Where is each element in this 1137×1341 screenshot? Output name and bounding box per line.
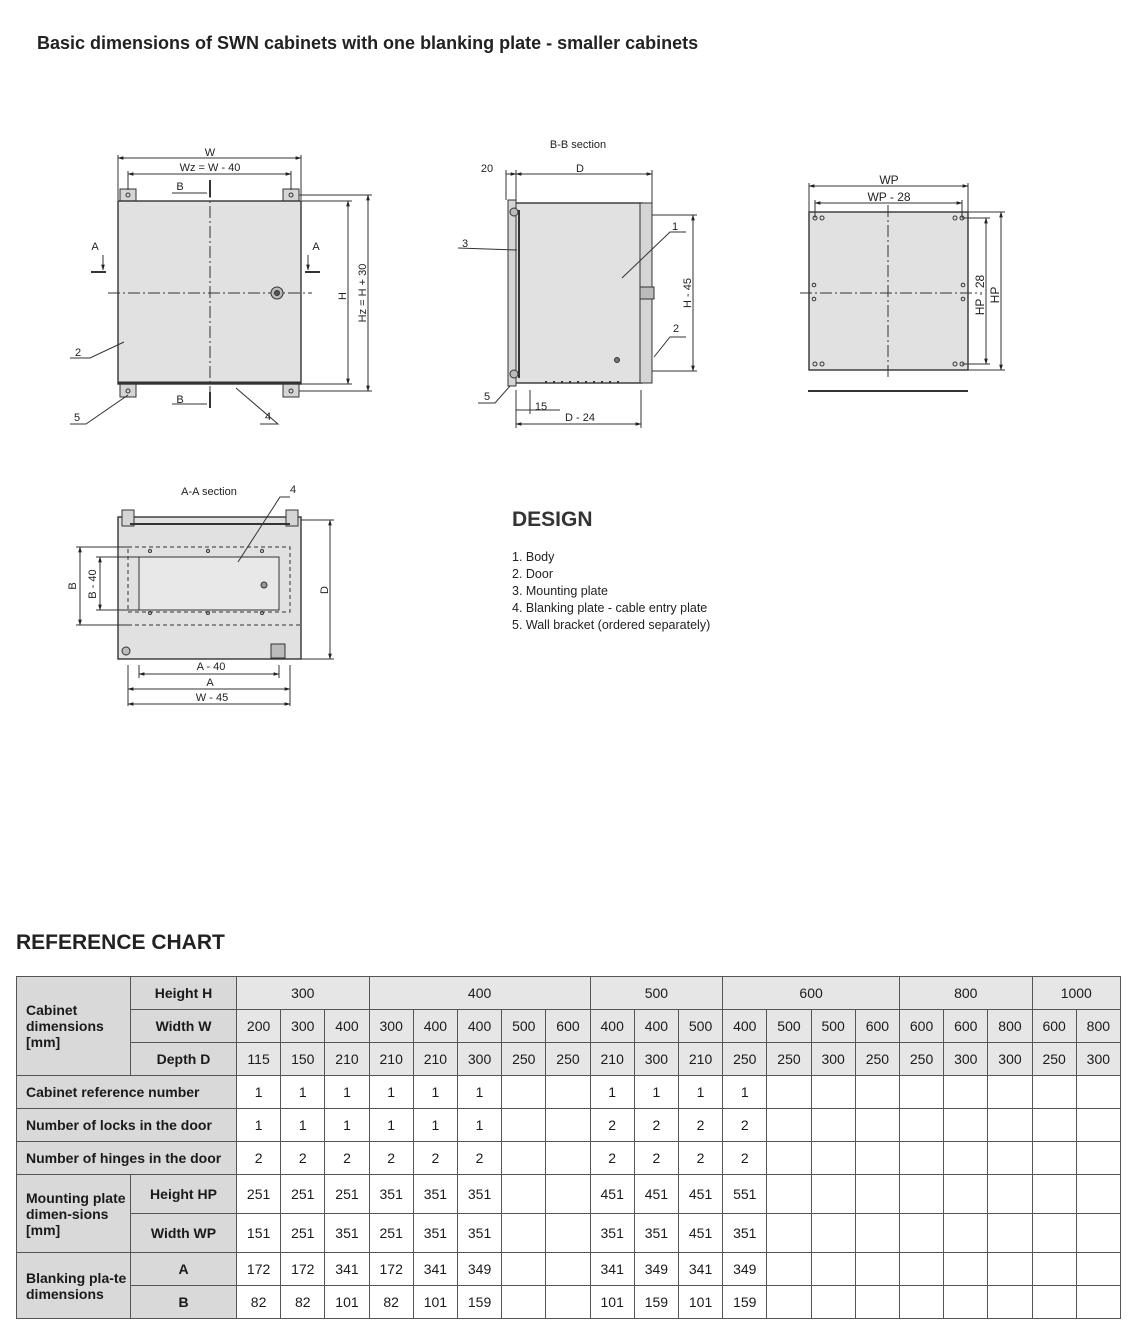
width-cell: 800 bbox=[988, 1010, 1032, 1043]
value-cell: 101 bbox=[590, 1286, 634, 1319]
value-cell bbox=[855, 1076, 899, 1109]
label-5: 5 bbox=[73, 412, 81, 424]
value-cell: 2 bbox=[457, 1142, 501, 1175]
value-cell bbox=[502, 1214, 546, 1253]
value-cell bbox=[502, 1109, 546, 1142]
value-cell: 351 bbox=[457, 1214, 501, 1253]
label-w45: W - 45 bbox=[195, 692, 229, 704]
value-cell bbox=[811, 1142, 855, 1175]
value-cell: 2 bbox=[281, 1142, 325, 1175]
label-wp28: WP - 28 bbox=[867, 190, 911, 204]
value-cell bbox=[899, 1109, 943, 1142]
table-row bbox=[17, 1142, 1121, 1175]
value-cell: 1 bbox=[369, 1076, 413, 1109]
width-cell: 400 bbox=[723, 1010, 767, 1043]
value-cell: 351 bbox=[413, 1175, 457, 1214]
row-label: Number of locks in the door bbox=[17, 1109, 237, 1142]
table-row bbox=[17, 1286, 1121, 1319]
mounting-sub-label: Width WP bbox=[131, 1214, 237, 1253]
design-item: 1. Body bbox=[512, 550, 555, 564]
value-cell bbox=[899, 1175, 943, 1214]
value-cell bbox=[546, 1142, 590, 1175]
value-cell bbox=[502, 1142, 546, 1175]
blanking-plate-label: Blanking pla-te dimensions bbox=[17, 1253, 131, 1319]
value-cell: 1 bbox=[413, 1109, 457, 1142]
value-cell: 1 bbox=[634, 1076, 678, 1109]
value-cell bbox=[1032, 1253, 1076, 1286]
label-h45: H - 45 bbox=[682, 278, 694, 308]
value-cell bbox=[767, 1286, 811, 1319]
depth-cell: 250 bbox=[723, 1043, 767, 1076]
width-cell: 800 bbox=[1076, 1010, 1120, 1043]
value-cell: 1 bbox=[457, 1076, 501, 1109]
depth-cell: 300 bbox=[1076, 1043, 1120, 1076]
value-cell bbox=[502, 1286, 546, 1319]
value-cell: 2 bbox=[413, 1142, 457, 1175]
width-cell: 200 bbox=[237, 1010, 281, 1043]
depth-cell: 250 bbox=[546, 1043, 590, 1076]
value-cell bbox=[855, 1253, 899, 1286]
label-w: W bbox=[204, 147, 216, 159]
value-cell: 351 bbox=[369, 1175, 413, 1214]
value-cell: 151 bbox=[237, 1214, 281, 1253]
value-cell bbox=[1076, 1175, 1120, 1214]
width-cell: 500 bbox=[502, 1010, 546, 1043]
table-row bbox=[17, 1214, 1121, 1253]
value-cell bbox=[767, 1253, 811, 1286]
page-title: Basic dimensions of SWN cabinets with one blanking plate - smaller cabinets bbox=[37, 33, 699, 53]
value-cell bbox=[1076, 1214, 1120, 1253]
value-cell: 351 bbox=[723, 1214, 767, 1253]
value-cell bbox=[988, 1175, 1032, 1214]
value-cell: 251 bbox=[281, 1214, 325, 1253]
value-cell: 251 bbox=[369, 1214, 413, 1253]
value-cell bbox=[767, 1142, 811, 1175]
height-group: 600 bbox=[723, 977, 900, 1010]
value-cell: 349 bbox=[457, 1253, 501, 1286]
width-cell: 400 bbox=[413, 1010, 457, 1043]
value-cell bbox=[1076, 1109, 1120, 1142]
value-cell bbox=[767, 1109, 811, 1142]
value-cell: 82 bbox=[281, 1286, 325, 1319]
value-cell bbox=[1032, 1175, 1076, 1214]
depth-cell: 250 bbox=[899, 1043, 943, 1076]
value-cell bbox=[502, 1175, 546, 1214]
label-h: H bbox=[337, 292, 349, 300]
front-view bbox=[70, 155, 372, 424]
value-cell bbox=[944, 1142, 988, 1175]
reference-chart-table bbox=[16, 976, 1121, 1319]
height-group: 800 bbox=[899, 977, 1032, 1010]
value-cell: 2 bbox=[723, 1109, 767, 1142]
value-cell bbox=[899, 1214, 943, 1253]
depth-cell: 300 bbox=[811, 1043, 855, 1076]
depth-cell: 115 bbox=[237, 1043, 281, 1076]
depth-cell: 300 bbox=[944, 1043, 988, 1076]
label-1: 1 bbox=[671, 221, 679, 233]
label-b-bottom: B bbox=[176, 394, 184, 406]
value-cell: 251 bbox=[281, 1175, 325, 1214]
label-a-right: A bbox=[312, 241, 320, 253]
bb-section-title: B-B section bbox=[549, 139, 607, 151]
value-cell: 551 bbox=[723, 1175, 767, 1214]
value-cell: 172 bbox=[369, 1253, 413, 1286]
width-cell: 400 bbox=[634, 1010, 678, 1043]
value-cell: 2 bbox=[325, 1142, 369, 1175]
value-cell: 1 bbox=[281, 1109, 325, 1142]
value-cell bbox=[811, 1175, 855, 1214]
value-cell bbox=[944, 1175, 988, 1214]
value-cell: 351 bbox=[413, 1214, 457, 1253]
depth-cell: 250 bbox=[502, 1043, 546, 1076]
value-cell bbox=[988, 1214, 1032, 1253]
depth-cell: 210 bbox=[413, 1043, 457, 1076]
value-cell bbox=[767, 1214, 811, 1253]
value-cell bbox=[1032, 1142, 1076, 1175]
table-row bbox=[17, 1175, 1121, 1214]
table-row bbox=[17, 977, 1121, 1010]
height-group: 1000 bbox=[1032, 977, 1120, 1010]
table-row bbox=[17, 1043, 1121, 1076]
depth-cell: 210 bbox=[678, 1043, 722, 1076]
depth-label: Depth D bbox=[131, 1043, 237, 1076]
value-cell: 351 bbox=[457, 1175, 501, 1214]
width-cell: 600 bbox=[546, 1010, 590, 1043]
label-wp: WP bbox=[879, 173, 899, 187]
depth-cell: 250 bbox=[767, 1043, 811, 1076]
value-cell: 1 bbox=[678, 1076, 722, 1109]
height-group: 500 bbox=[590, 977, 723, 1010]
value-cell: 2 bbox=[634, 1109, 678, 1142]
design-list bbox=[512, 549, 710, 634]
value-cell: 1 bbox=[325, 1076, 369, 1109]
value-cell: 2 bbox=[678, 1109, 722, 1142]
design-item: 3. Mounting plate bbox=[512, 584, 608, 598]
table-row bbox=[17, 1253, 1121, 1286]
value-cell bbox=[988, 1253, 1032, 1286]
value-cell bbox=[944, 1076, 988, 1109]
value-cell bbox=[546, 1175, 590, 1214]
value-cell bbox=[899, 1286, 943, 1319]
height-group: 400 bbox=[369, 977, 590, 1010]
value-cell: 1 bbox=[325, 1109, 369, 1142]
height-group: 300 bbox=[237, 977, 370, 1010]
label-b-aa: B bbox=[67, 582, 79, 590]
design-item: 5. Wall bracket (ordered separately) bbox=[512, 618, 711, 632]
table-row bbox=[17, 1109, 1121, 1142]
depth-cell: 210 bbox=[369, 1043, 413, 1076]
label-d24: D - 24 bbox=[565, 412, 595, 424]
value-cell: 349 bbox=[634, 1253, 678, 1286]
value-cell bbox=[855, 1109, 899, 1142]
value-cell: 159 bbox=[634, 1286, 678, 1319]
value-cell: 351 bbox=[590, 1214, 634, 1253]
value-cell: 101 bbox=[325, 1286, 369, 1319]
width-label: Width W bbox=[131, 1010, 237, 1043]
value-cell: 1 bbox=[369, 1109, 413, 1142]
depth-cell: 210 bbox=[590, 1043, 634, 1076]
value-cell: 251 bbox=[325, 1175, 369, 1214]
label-d-aa: D bbox=[319, 586, 331, 594]
value-cell: 2 bbox=[369, 1142, 413, 1175]
value-cell bbox=[502, 1076, 546, 1109]
value-cell bbox=[502, 1253, 546, 1286]
value-cell bbox=[811, 1076, 855, 1109]
value-cell: 451 bbox=[634, 1175, 678, 1214]
depth-cell: 210 bbox=[325, 1043, 369, 1076]
label-a: A bbox=[206, 677, 214, 689]
value-cell: 2 bbox=[590, 1109, 634, 1142]
value-cell: 451 bbox=[590, 1175, 634, 1214]
value-cell bbox=[1032, 1214, 1076, 1253]
depth-cell: 150 bbox=[281, 1043, 325, 1076]
label-4-aa: 4 bbox=[289, 484, 297, 496]
width-cell: 600 bbox=[855, 1010, 899, 1043]
value-cell bbox=[944, 1109, 988, 1142]
label-a-left: A bbox=[91, 241, 99, 253]
depth-cell: 300 bbox=[988, 1043, 1032, 1076]
value-cell: 101 bbox=[413, 1286, 457, 1319]
value-cell: 159 bbox=[457, 1286, 501, 1319]
value-cell: 351 bbox=[325, 1214, 369, 1253]
value-cell bbox=[944, 1253, 988, 1286]
width-cell: 600 bbox=[944, 1010, 988, 1043]
value-cell bbox=[899, 1076, 943, 1109]
label-4: 4 bbox=[264, 411, 272, 423]
blanking-sub-label: A bbox=[131, 1253, 237, 1286]
value-cell bbox=[1076, 1286, 1120, 1319]
value-cell bbox=[767, 1076, 811, 1109]
width-cell: 400 bbox=[457, 1010, 501, 1043]
reference-chart-heading: REFERENCE CHART bbox=[16, 931, 225, 954]
value-cell: 101 bbox=[678, 1286, 722, 1319]
height-label: Height H bbox=[131, 977, 237, 1010]
value-cell bbox=[855, 1214, 899, 1253]
width-cell: 400 bbox=[590, 1010, 634, 1043]
value-cell bbox=[855, 1286, 899, 1319]
width-cell: 500 bbox=[811, 1010, 855, 1043]
label-15: 15 bbox=[534, 401, 548, 413]
value-cell bbox=[1076, 1076, 1120, 1109]
value-cell: 1 bbox=[237, 1076, 281, 1109]
value-cell: 341 bbox=[413, 1253, 457, 1286]
value-cell bbox=[546, 1253, 590, 1286]
value-cell bbox=[1032, 1286, 1076, 1319]
mounting-plate-label: Mounting plate dimen-sions [mm] bbox=[17, 1175, 131, 1253]
design-heading: DESIGN bbox=[512, 508, 593, 531]
value-cell bbox=[855, 1175, 899, 1214]
width-cell: 600 bbox=[1032, 1010, 1076, 1043]
value-cell: 82 bbox=[237, 1286, 281, 1319]
value-cell bbox=[855, 1142, 899, 1175]
label-hp: HP bbox=[988, 286, 1002, 304]
value-cell bbox=[988, 1142, 1032, 1175]
value-cell: 1 bbox=[413, 1076, 457, 1109]
value-cell bbox=[811, 1214, 855, 1253]
label-2: 2 bbox=[74, 347, 82, 359]
value-cell bbox=[899, 1253, 943, 1286]
label-2-bb: 2 bbox=[672, 323, 680, 335]
value-cell bbox=[546, 1286, 590, 1319]
value-cell: 1 bbox=[457, 1109, 501, 1142]
value-cell bbox=[546, 1214, 590, 1253]
label-20: 20 bbox=[480, 163, 494, 175]
value-cell bbox=[944, 1286, 988, 1319]
value-cell: 1 bbox=[281, 1076, 325, 1109]
value-cell: 341 bbox=[590, 1253, 634, 1286]
width-cell: 300 bbox=[369, 1010, 413, 1043]
table-row bbox=[17, 1010, 1121, 1043]
value-cell: 341 bbox=[678, 1253, 722, 1286]
label-b-top: B bbox=[176, 181, 184, 193]
blanking-sub-label: B bbox=[131, 1286, 237, 1319]
label-hz: Hz = H + 30 bbox=[357, 263, 369, 323]
depth-cell: 250 bbox=[1032, 1043, 1076, 1076]
value-cell bbox=[988, 1109, 1032, 1142]
label-b40: B - 40 bbox=[87, 569, 99, 599]
value-cell bbox=[899, 1142, 943, 1175]
value-cell: 2 bbox=[590, 1142, 634, 1175]
depth-cell: 300 bbox=[634, 1043, 678, 1076]
width-cell: 300 bbox=[281, 1010, 325, 1043]
value-cell: 2 bbox=[634, 1142, 678, 1175]
value-cell: 251 bbox=[237, 1175, 281, 1214]
value-cell: 172 bbox=[281, 1253, 325, 1286]
value-cell: 159 bbox=[723, 1286, 767, 1319]
width-cell: 500 bbox=[767, 1010, 811, 1043]
label-wz: Wz = W - 40 bbox=[179, 162, 241, 174]
value-cell bbox=[767, 1175, 811, 1214]
value-cell bbox=[1032, 1076, 1076, 1109]
value-cell: 1 bbox=[590, 1076, 634, 1109]
depth-cell: 250 bbox=[855, 1043, 899, 1076]
value-cell bbox=[1076, 1142, 1120, 1175]
value-cell: 1 bbox=[723, 1076, 767, 1109]
width-cell: 500 bbox=[678, 1010, 722, 1043]
aa-section-view bbox=[76, 497, 334, 706]
value-cell bbox=[1032, 1109, 1076, 1142]
value-cell bbox=[988, 1076, 1032, 1109]
value-cell bbox=[1076, 1253, 1120, 1286]
row-label: Number of hinges in the door bbox=[17, 1142, 237, 1175]
value-cell bbox=[988, 1286, 1032, 1319]
value-cell: 2 bbox=[237, 1142, 281, 1175]
bb-section-view bbox=[458, 170, 697, 428]
table-row bbox=[17, 1076, 1121, 1109]
label-hp28: HP - 28 bbox=[973, 274, 987, 316]
value-cell: 341 bbox=[325, 1253, 369, 1286]
value-cell: 1 bbox=[237, 1109, 281, 1142]
label-a40: A - 40 bbox=[196, 661, 226, 673]
value-cell bbox=[811, 1286, 855, 1319]
value-cell bbox=[811, 1253, 855, 1286]
label-d: D bbox=[576, 163, 584, 175]
value-cell bbox=[546, 1076, 590, 1109]
mounting-sub-label: Height HP bbox=[131, 1175, 237, 1214]
row-label: Cabinet reference number bbox=[17, 1076, 237, 1109]
width-cell: 600 bbox=[899, 1010, 943, 1043]
value-cell bbox=[546, 1109, 590, 1142]
value-cell: 172 bbox=[237, 1253, 281, 1286]
value-cell: 349 bbox=[723, 1253, 767, 1286]
value-cell: 2 bbox=[723, 1142, 767, 1175]
label-3: 3 bbox=[461, 238, 469, 250]
aa-section-title: A-A section bbox=[181, 486, 237, 498]
value-cell: 82 bbox=[369, 1286, 413, 1319]
value-cell: 451 bbox=[678, 1214, 722, 1253]
value-cell: 451 bbox=[678, 1175, 722, 1214]
design-item: 4. Blanking plate - cable entry plate bbox=[512, 601, 708, 615]
value-cell: 351 bbox=[634, 1214, 678, 1253]
depth-cell: 300 bbox=[457, 1043, 501, 1076]
design-item: 2. Door bbox=[512, 567, 553, 581]
value-cell: 2 bbox=[678, 1142, 722, 1175]
width-cell: 400 bbox=[325, 1010, 369, 1043]
value-cell bbox=[811, 1109, 855, 1142]
value-cell bbox=[944, 1214, 988, 1253]
label-5-bb: 5 bbox=[483, 391, 491, 403]
cabinet-dimensions-label: Cabinet dimensions [mm] bbox=[17, 977, 131, 1076]
